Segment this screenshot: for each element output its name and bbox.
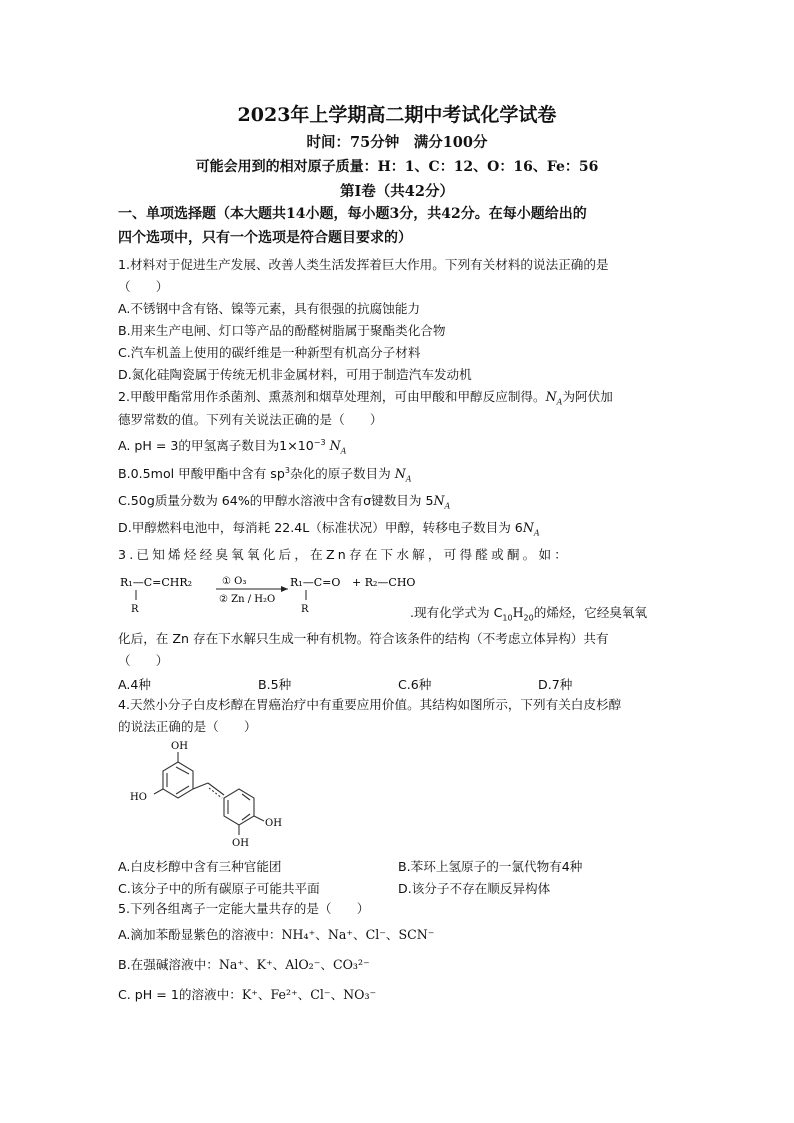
q3-stem-line1: 3.已知烯烃经臭氧氧化后，在Zn存在下水解，可得醛或酮。如： [118, 547, 571, 562]
q1-option-d: D.氮化硅陶瓷属于传统无机非金属材料，可用于制造汽车发动机 [118, 367, 472, 382]
q1-option-b: B.用来生产电闸、灯口等产品的酚醛树脂属于聚酯类化合物 [118, 323, 446, 338]
product-r: R [301, 604, 309, 615]
reactant-r: R [131, 604, 139, 615]
q5-option-c: C. pH = 1的溶液中：K⁺、Fe²⁺、Cl⁻、NO₃⁻ [118, 987, 377, 1002]
q2-option-b: B.0.5mol 甲酸甲酯中含有 $sp^3$杂化的原子数目为 $N_A$ [118, 465, 412, 484]
q4-option-b: B.苯环上氢原子的一氯代物有4种 [398, 859, 583, 874]
step-zinc-water: ② Zn / H₂O [219, 594, 276, 605]
step-ozone: ① O₃ [222, 576, 247, 587]
q3-stem-line3: 化后，在 Zn 存在下水解只生成一种有机物。符合该条件的结构（不考虑立体异构）共有 [118, 631, 609, 646]
q3-stem-line4: （ ） [118, 653, 169, 668]
avogadro-symbol: $N_A$ [329, 438, 347, 456]
q4-option-c: C.该分子中的所有碳原子可能共平面 [118, 881, 320, 896]
q2-option-d: D.甲醇燃料电池中，每消耗 22.4L（标准状况）甲醇，转移电子数目为 $6N_A$ [118, 520, 540, 538]
piceatannol-structure [118, 738, 318, 848]
product-ketone: R₁—C=O [290, 576, 341, 589]
section-heading [118, 202, 680, 250]
q1-stem-line1: 1.材料对于促进生产发展、改善人类生活发挥着巨大作用。下列有关材料的说法正确的是 [118, 257, 609, 272]
q5-option-b: B.在强碱溶液中：Na⁺、K⁺、AlO₂⁻、CO₃²⁻ [118, 957, 370, 972]
oh-label-right: OH [265, 818, 282, 829]
q1-option-c: C.汽车机盖上使用的碳纤维是一种新型有机高分子材料 [118, 345, 421, 360]
q1-option-a: A.不锈钢中含有铬、镍等元素，具有很强的抗腐蚀能力 [118, 301, 421, 316]
q2-option-c: C.50g质量分数为 64%的甲醇水溶液中含有σ键数目为 $5N_A$ [118, 493, 451, 511]
product-aldehyde: + R₂—CHO [352, 576, 416, 589]
q4-option-d: D.该分子不存在顺反异构体 [398, 881, 551, 896]
time-info: 时间：75分钟 满分100分 [306, 134, 488, 151]
q3-option-a: A.4种 [118, 677, 152, 692]
part-title: 第Ⅰ卷（共42分） [340, 183, 454, 200]
q5-stem: 5.下列各组离子一定能大量共存的是（ ） [118, 901, 370, 916]
reactant-label: R₁—C=CHR₂ [120, 576, 193, 589]
oh-label-top: OH [171, 741, 188, 752]
avogadro-symbol: $N_A$ [522, 520, 540, 538]
q2-stem-line2: 德罗常数的值。下列有关说法正确的是（ ） [118, 412, 383, 427]
section-heading-line2: 四个选项中，只有一个选项是符合题目要求的） [118, 230, 412, 246]
q4-option-a: A.白皮杉醇中含有三种官能团 [118, 859, 282, 874]
section-heading-line1: 一、单项选择题（本大题共14小题，每小题3分，共42分。在每小题给出的 [118, 206, 587, 222]
atomic-masses: 可能会用到的相对原子质量：H：1、C：12、O：16、Fe：56 [195, 159, 599, 175]
avogadro-symbol: $N_A$ [545, 389, 563, 407]
ho-label-left: HO [130, 792, 147, 803]
ozonolysis-reaction-diagram [118, 568, 418, 616]
oh-label-bottom: OH [232, 838, 249, 848]
avogadro-symbol: $N_A$ [433, 493, 451, 511]
q5-option-a: A.滴加苯酚显紫色的溶液中：NH₄⁺、Na⁺、Cl⁻、SCN⁻ [118, 927, 435, 942]
q3-stem-line2: .现有化学式为 $C_{10}H_{20}$的烯烃，它经臭氧氧 [410, 605, 648, 623]
avogadro-symbol: $N_A$ [394, 466, 412, 484]
q4-stem-line2: 的说法正确的是（ ） [118, 719, 257, 734]
q2-stem-line1: 2.甲酸甲酯常用作杀菌剂、熏蒸剂和烟草处理剂，可由甲酸和甲醇反应制得。$N_A$为阿伏加 [118, 389, 613, 407]
q1-stem-line2: （ ） [118, 279, 169, 294]
q3-option-d: D.7种 [538, 677, 573, 692]
q2-option-a: A. pH = 3的甲氢离子数目为$1\times 10^{-3}$ $N_A$ [118, 437, 347, 456]
exam-title: 2023年上学期高二期中考试化学试卷 [237, 104, 557, 126]
q3-option-b: B.5种 [258, 677, 292, 692]
q3-option-c: C.6种 [398, 677, 432, 692]
q4-stem-line1: 4.天然小分子白皮杉醇在胃癌治疗中有重要应用价值。其结构如图所示，下列有关白皮杉醇 [118, 697, 622, 712]
